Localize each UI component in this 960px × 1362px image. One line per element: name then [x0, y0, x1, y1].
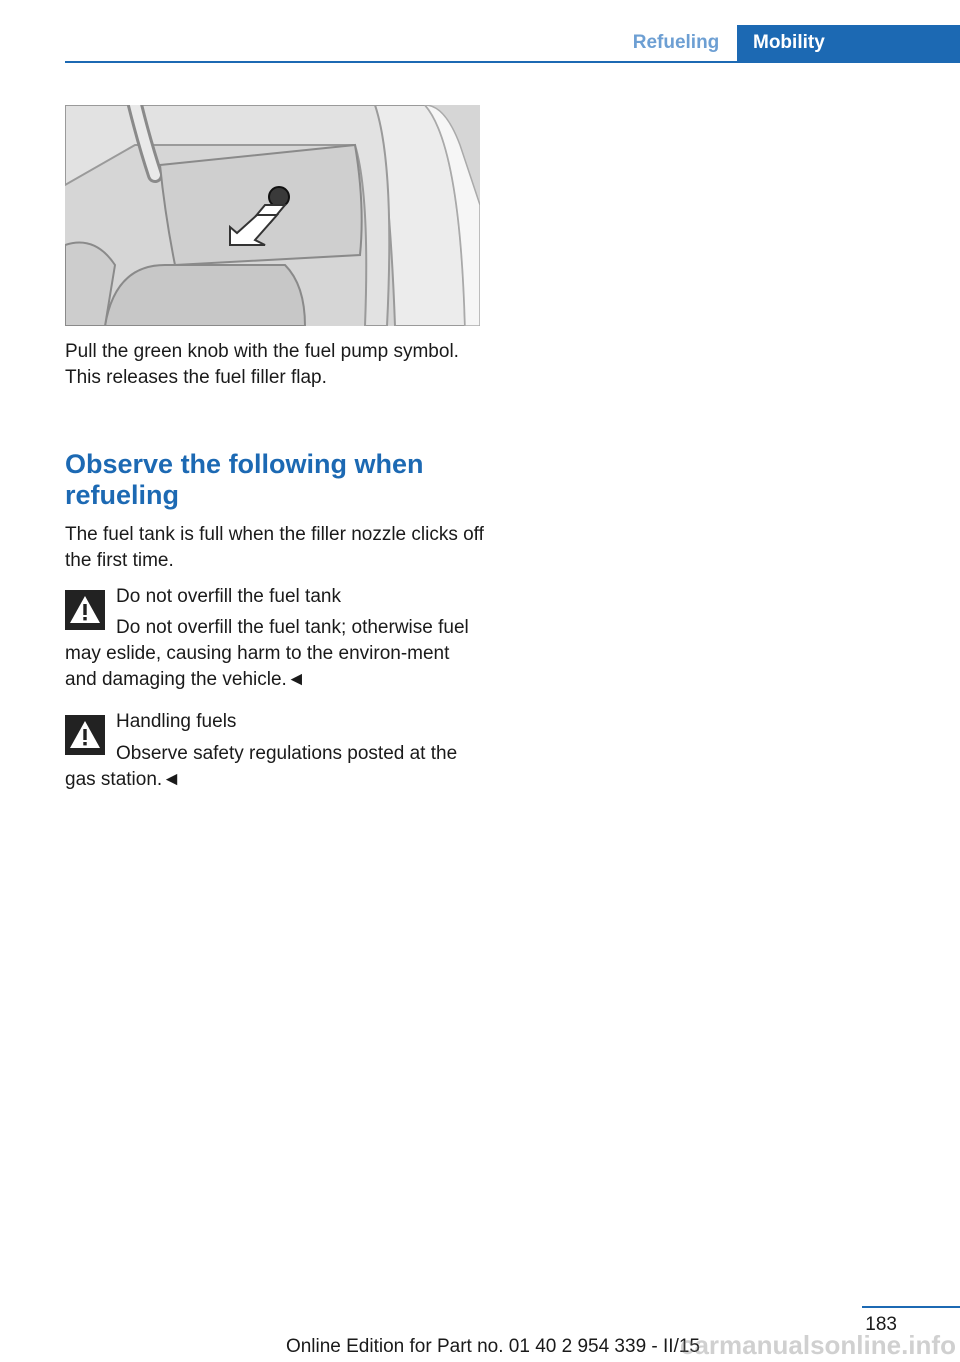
edition-text: Online Edition for Part no. 01 40 2 954 339 - II/15	[285, 1336, 700, 1357]
fuel-flap-release-illustration	[65, 105, 480, 326]
section-heading: Observe the following when refueling	[65, 449, 424, 510]
intro-line-1: Pull the green knob with the fuel pump symbol.	[65, 341, 459, 362]
fuel-flap-release-knob-illustration	[65, 105, 480, 326]
page-number: 183	[865, 1314, 897, 1335]
section-tab[interactable]: Refueling	[632, 32, 720, 53]
intro-line-2: This releases the fuel filler flap.	[65, 367, 327, 388]
warning-body-overfill: Do not overfill the fuel tank; otherwise fuel may eslide, causing harm to the environ-ment and damaging the vehicle.◄	[65, 617, 469, 690]
watermark: carmanualsonline.info	[680, 1330, 956, 1360]
warning-title-handling-fuels: Handling fuels	[116, 711, 237, 732]
chapter-tab[interactable]: Mobility	[737, 25, 960, 61]
section-paragraph: The fuel tank is full when the filler nozzle clicks off the first time.	[65, 524, 484, 571]
header-rule	[65, 61, 960, 63]
intro-text	[65, 339, 485, 391]
warning-title-overfill: Do not overfill the fuel tank	[116, 586, 341, 607]
footer-rule	[862, 1306, 960, 1308]
warning-body-handling-fuels: Observe safety regulations posted at the gas station.◄	[65, 743, 458, 790]
